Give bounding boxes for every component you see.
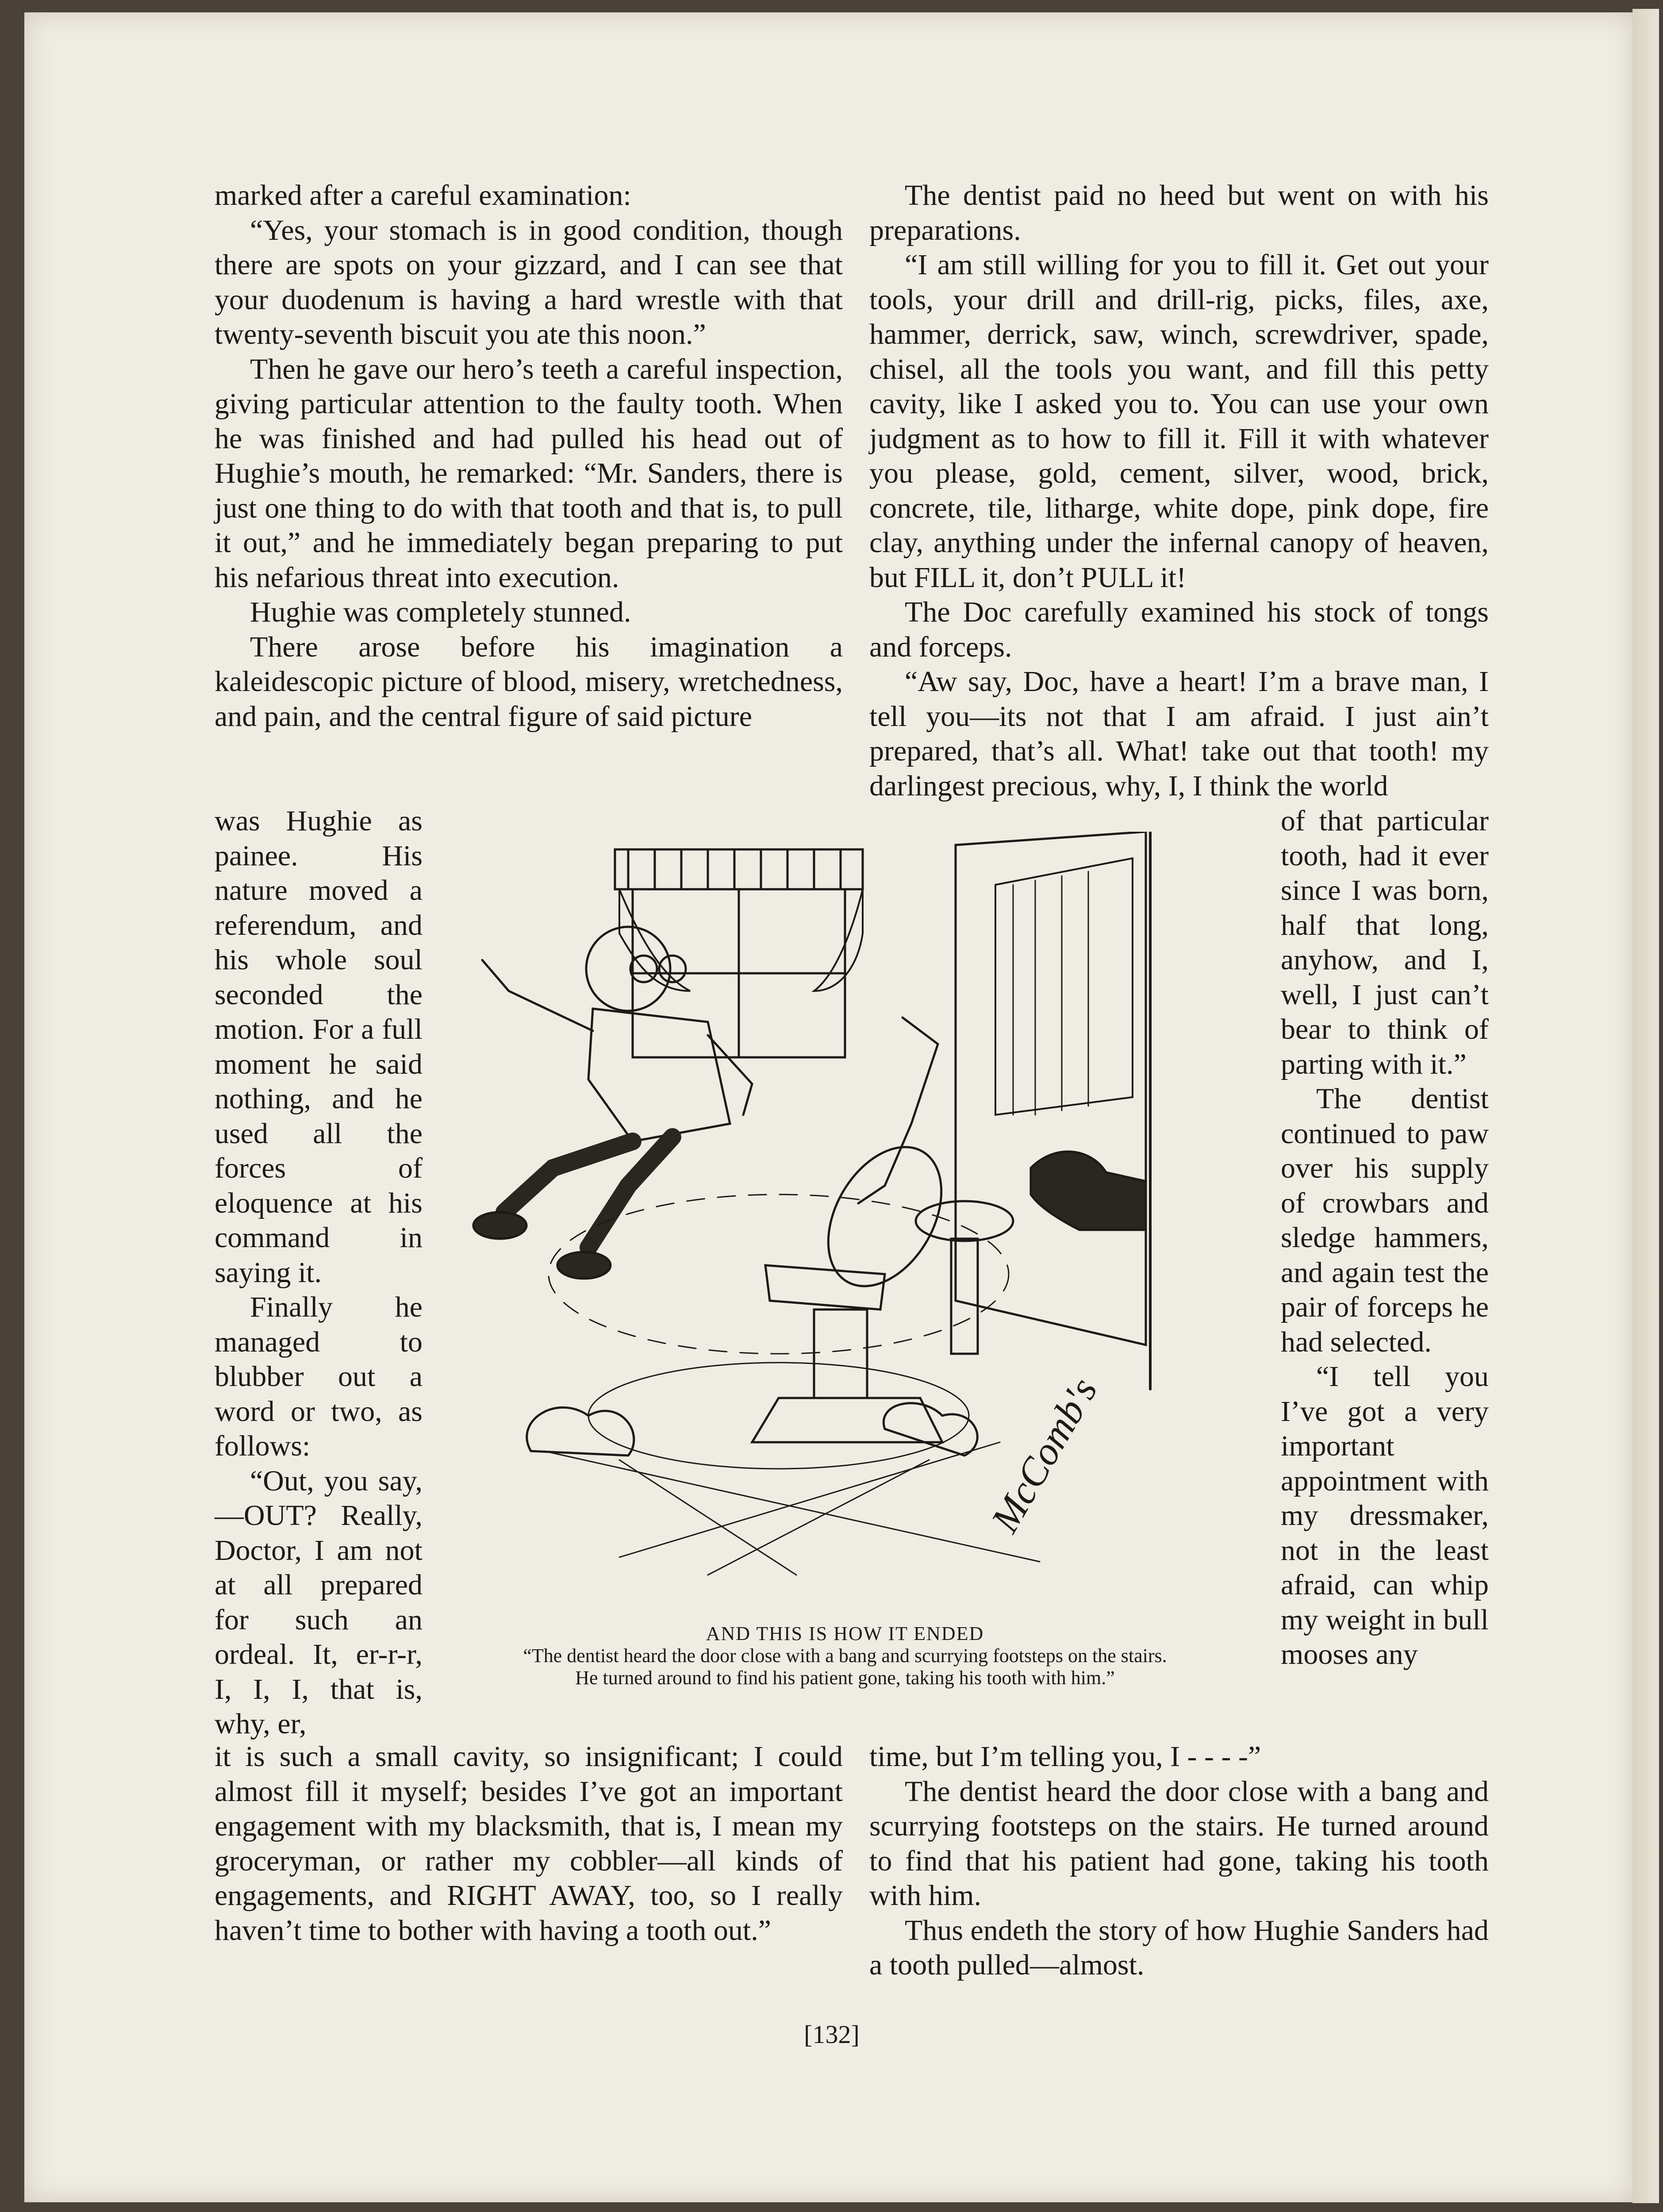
fleeing-shoe (1031, 1152, 1146, 1230)
paragraph: Thus endeth the story of how Hughie Sanders had a tooth pulled—almost. (869, 1914, 1489, 1981)
paragraph: There arose before his imagination a kaleidescopic picture of blood, misery, wretchedness, and pain, and the central figure of said picture (215, 630, 843, 733)
patient-arm (482, 960, 593, 1031)
paragraph: “Yes, your stomach is in good condition, though there are spots on your gizzard, and I can see that your duodenum is having a hard wrestle with that twenty-seventh biscuit you ate this noon.” (215, 214, 843, 350)
paragraph: The dentist paid no heed but went on with his preparations. (869, 179, 1489, 246)
paragraph: Finally he managed to blubber out a word or two, as follows: (215, 1291, 422, 1462)
patient-legs (504, 1137, 672, 1248)
paragraph: it is such a small cavity, so insignificant; I could almost fill it myself; besides I’ve got an important engagement with my blacksmith, that is, I mean my groceryman, or rather my cobbler—all kinds of engagements, and RIGHT AWAY, too, so I really haven’t time to bother with having a tooth out.” (215, 1740, 843, 1947)
left-column-top (215, 178, 843, 734)
right-column-top (869, 178, 1489, 803)
paragraph: “Aw say, Doc, have a heart! I’m a brave man, I tell you—its not that I am afraid. I just ain’t prepared, that’s all. What! take out that tooth! my darlingest precious, why, I, I think the world (869, 665, 1489, 802)
drill-arm (858, 1018, 938, 1203)
page-number: [132] (804, 2020, 860, 2049)
paragraph: was Hughie as painee. His nature moved a referendum, and his whole soul seconded the motion. For a full moment he said nothing, and he used all the forces of eloquence at his command in saying it. (215, 805, 422, 1289)
left-column-bottom (215, 1740, 843, 1948)
paragraph: Hughie was completely stunned. (250, 596, 631, 628)
figure-caption (442, 1623, 1248, 1689)
open-door (956, 832, 1146, 1345)
paragraph: Then he gave our hero’s teeth a careful inspection, giving particular attention to the faulty tooth. When he was finished and had pulled his head out of Hughie’s mouth, he remarked: “Mr. Sanders, there is just one thing to do with that tooth and that is, to pull it out,” and he immediately began preparing to put his nefarious threat into execution. (215, 353, 843, 594)
paragraph: The dentist continued to paw over his supply of crowbars and sledge hammers, and again test the pair of forceps he had selected. (1281, 1083, 1489, 1358)
patient-body (588, 1009, 730, 1141)
paragraph: The dentist heard the door close with a bang and scurrying footsteps on the stairs. He turned around to find that his patient had gone, taking his tooth with him. (869, 1775, 1489, 1912)
paragraph: time, but I’m telling you, I - - - -” (869, 1740, 1261, 1773)
paragraph: “I am still willing for you to fill it. Get out your tools, your drill and drill-rig, picks, files, axe, hammer, derrick, saw, winch, screwdriver, spade, chisel, all the tools you want, and fill this petty cavity, like I asked you to. You can use your own judgment as to how to fill it. Fill it with whatever you please, gold, cement, silver, wood, brick, concrete, tile, litharge, white dope, pink dope, fire clay, anything under the infernal canopy of heaven, but FILL it, don’t PULL it! (869, 249, 1489, 594)
curtain (814, 889, 863, 991)
right-column-narrow (1281, 804, 1489, 1672)
next-page-edge (1632, 9, 1659, 2203)
paragraph: “I tell you I’ve got a very important appointment with my dressmaker, not in the least afraid, can whip my weight in bull mooses any (1281, 1360, 1489, 1671)
caption-line: He turned around to find his patient gone, taking his tooth with him.” (575, 1667, 1115, 1689)
dental-chair-seat (765, 1265, 885, 1310)
window-valance (615, 849, 863, 889)
artist-signature: McComb's (983, 1370, 1106, 1540)
paragraph: marked after a careful examination: (215, 179, 631, 211)
caption-line: “The dentist heard the door close with a bang and scurrying footsteps on the stairs. (523, 1645, 1167, 1667)
dust-cloud (527, 1408, 634, 1455)
cartoon-illustration (442, 832, 1248, 1615)
paragraph: “Out, you say,—OUT? Really, Doctor, I am not at all prepared for such an ordeal. It, er-r-r, I, I, I, that is, why, er, (215, 1464, 422, 1740)
spittoon-basin (916, 1201, 1013, 1241)
paragraph: of that particular tooth, had it ever since I was born, half that long, anyhow, and I, well, I just can’t bear to think of parting with it.” (1281, 805, 1489, 1080)
paragraph: The Doc carefully examined his stock of tongs and forceps. (869, 596, 1489, 663)
right-column-bottom (869, 1740, 1489, 1983)
left-column-narrow (215, 804, 422, 1742)
caption-title: AND THIS IS HOW IT ENDED (706, 1623, 984, 1644)
